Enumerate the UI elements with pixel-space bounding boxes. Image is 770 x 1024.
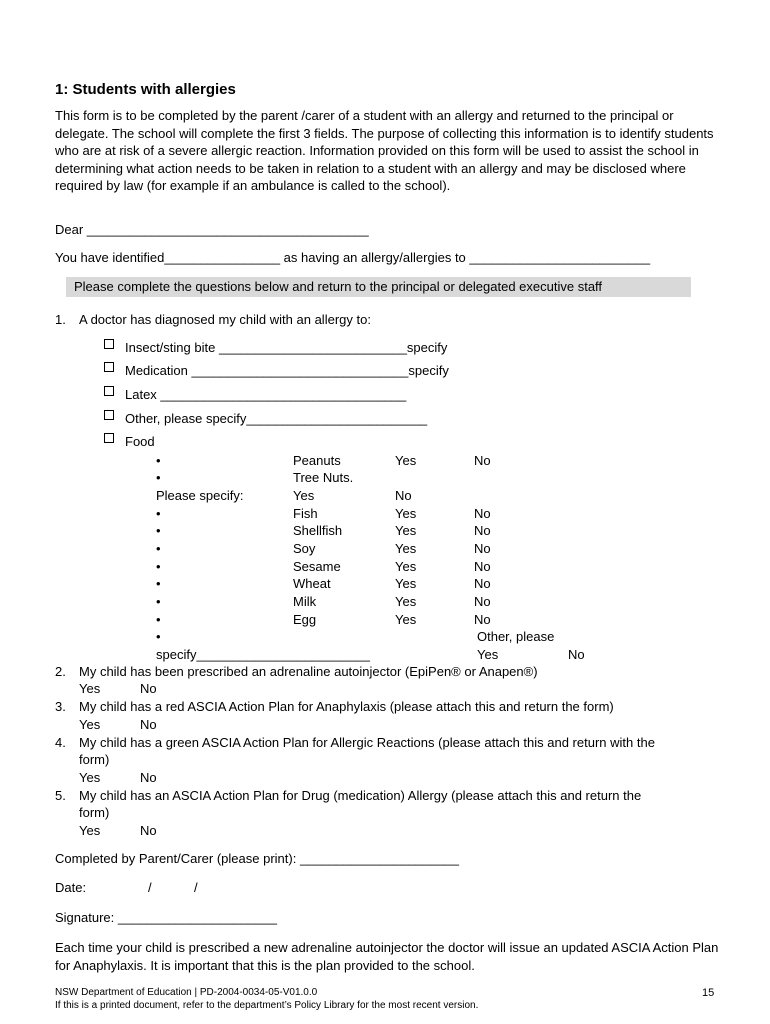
tree-nuts-yes: Yes [293, 488, 315, 503]
q5-no: No [140, 823, 157, 838]
q5-number: 5. [55, 788, 66, 803]
fish-no: No [474, 506, 491, 521]
other-food-yes: Yes [477, 647, 499, 662]
q2-no: No [140, 681, 157, 696]
banner-text: Please complete the questions below and return to the principal or delegated executive staff [74, 279, 603, 294]
other-allergy-label: Other, please specify_________________________ [125, 411, 428, 426]
q2-text: My child has been prescribed an adrenaline autoinjector (EpiPen® or Anapen®) [79, 664, 538, 679]
latex-checkbox[interactable] [104, 386, 114, 396]
q4-no: No [140, 770, 157, 785]
egg-no: No [474, 612, 491, 627]
bullet: • [156, 523, 161, 538]
date-label: Date: [55, 880, 87, 895]
footer-policy-note: If this is a printed document, refer to the department’s Policy Library for the most recent version. [55, 1000, 479, 1011]
bullet: • [156, 629, 161, 644]
bullet: • [156, 541, 161, 556]
q2-yes: Yes [79, 681, 101, 696]
shellfish-no: No [474, 523, 491, 538]
bullet: • [156, 594, 161, 609]
completed-by-line[interactable]: Completed by Parent/Carer (please print): ______________________ [55, 851, 460, 866]
food-checkbox[interactable] [104, 433, 114, 443]
food-label: Food [125, 434, 155, 449]
q4-text-cont: form) [79, 752, 110, 767]
bullet: • [156, 612, 161, 627]
soy-no: No [474, 541, 491, 556]
q5-yes: Yes [79, 823, 101, 838]
egg-yes: Yes [395, 612, 417, 627]
other-food-specify-line[interactable]: specify________________________ [156, 647, 370, 662]
page-title: 1: Students with allergies [55, 81, 236, 98]
food-sesame: Sesame [293, 559, 341, 574]
soy-yes: Yes [395, 541, 417, 556]
other-food-no: No [568, 647, 585, 662]
medication-checkbox[interactable] [104, 362, 114, 372]
please-specify-label: Please specify: [156, 488, 244, 503]
food-peanuts: Peanuts [293, 453, 341, 468]
bullet: • [156, 453, 161, 468]
food-tree-nuts: Tree Nuts. [293, 470, 354, 485]
bullet: • [156, 470, 161, 485]
bullet: • [156, 506, 161, 521]
date-slash-2: / [194, 880, 198, 895]
other-allergy-checkbox[interactable] [104, 410, 114, 420]
other-food-label: Other, please [477, 629, 555, 644]
bullet: • [156, 576, 161, 591]
footer-department: NSW Department of Education | PD-2004-0034-05-V01.0.0 [55, 987, 318, 998]
dear-line[interactable]: Dear _______________________________________ [55, 222, 369, 237]
q1-text: A doctor has diagnosed my child with an allergy to: [79, 312, 371, 327]
food-egg: Egg [293, 612, 317, 627]
food-wheat: Wheat [293, 576, 331, 591]
identified-line[interactable]: You have identified________________ as having an allergy/allergies to _________________________ [55, 250, 651, 265]
bullet: • [156, 559, 161, 574]
q4-number: 4. [55, 735, 66, 750]
q1-number: 1. [55, 312, 66, 327]
food-soy: Soy [293, 541, 316, 556]
peanuts-no: No [474, 453, 491, 468]
peanuts-yes: Yes [395, 453, 417, 468]
q4-text: My child has a green ASCIA Action Plan for Allergic Reactions (please attach this and return with the [79, 735, 655, 750]
instruction-banner [66, 277, 691, 297]
milk-yes: Yes [395, 594, 417, 609]
date-slash-1: / [148, 880, 152, 895]
q3-no: No [140, 717, 157, 732]
closing-paragraph: Each time your child is prescribed a new adrenaline autoinjector the doctor will issue an updated ASCIA Action Plan for Anaphylaxis. It is important that this is the plan provided to the school. [55, 940, 719, 973]
signature-line[interactable]: Signature: ______________________ [55, 910, 277, 925]
fish-yes: Yes [395, 506, 417, 521]
q3-yes: Yes [79, 717, 101, 732]
sesame-no: No [474, 559, 491, 574]
q3-text: My child has a red ASCIA Action Plan for Anaphylaxis (please attach this and return the form) [79, 699, 614, 714]
page-number: 15 [702, 987, 715, 999]
q4-yes: Yes [79, 770, 101, 785]
intro-paragraph: This form is to be completed by the parent /carer of a student with an allergy and returned to the principal or delegate. The school will complete the first 3 fields. The purpose of collecting this information is to identify students who are at risk of a severe allergic reaction. Information provided on this form will be used to assist the school in determining what action needs to be taken in relation to a student with an allergy and may be disclosed where required by law (for example if an ambulance is called to the school). [55, 108, 714, 194]
medication-label: Medication ______________________________specify [125, 363, 449, 378]
q5-text-cont: form) [79, 805, 110, 820]
q5-text: My child has an ASCIA Action Plan for Drug (medication) Allergy (please attach this and return the [79, 788, 642, 803]
food-milk: Milk [293, 594, 317, 609]
food-fish: Fish [293, 506, 318, 521]
milk-no: No [474, 594, 491, 609]
tree-nuts-no: No [395, 488, 412, 503]
insect-sting-checkbox[interactable] [104, 339, 114, 349]
shellfish-yes: Yes [395, 523, 417, 538]
q2-number: 2. [55, 664, 66, 679]
wheat-yes: Yes [395, 576, 417, 591]
insect-sting-label: Insect/sting bite __________________________specify [125, 340, 448, 355]
wheat-no: No [474, 576, 491, 591]
food-shellfish: Shellfish [293, 523, 343, 538]
q3-number: 3. [55, 699, 66, 714]
sesame-yes: Yes [395, 559, 417, 574]
latex-label: Latex __________________________________ [125, 387, 407, 402]
